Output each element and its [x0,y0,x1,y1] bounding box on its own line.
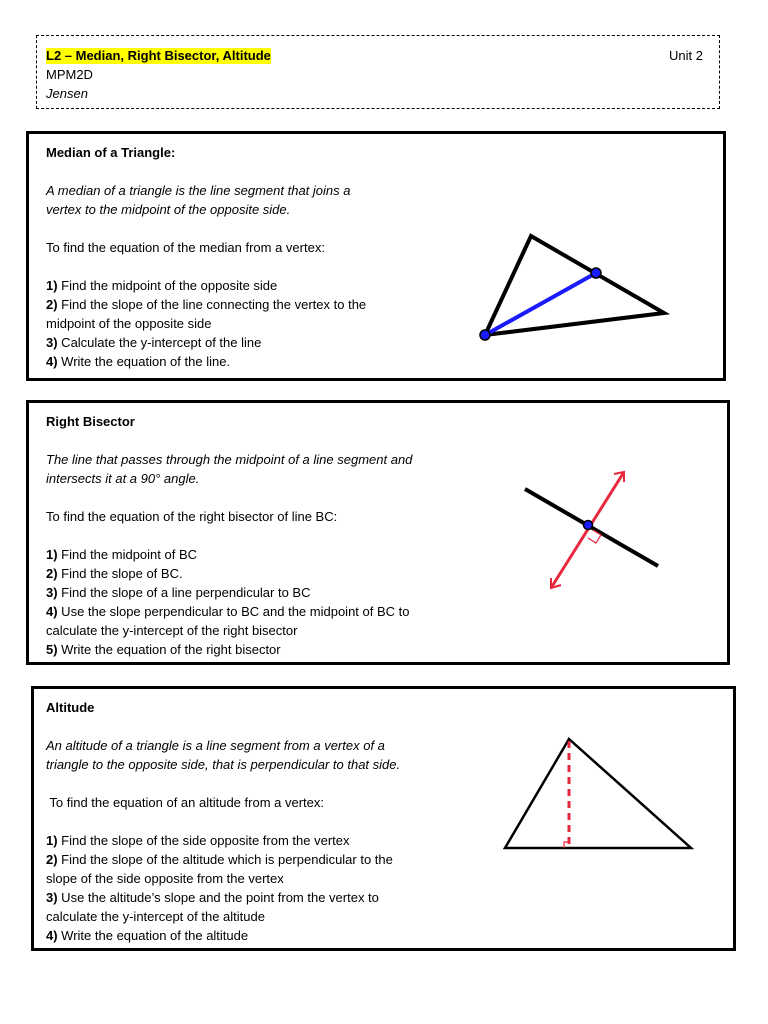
step-text: Find the slope of BC. [57,566,183,581]
bisector-step [46,545,412,564]
step-text: Find the slope of the line connecting the vertex to the [57,297,367,312]
step-text: midpoint of the opposite side [46,316,212,331]
altitude-definition-line: triangle to the opposite side, that is perpendicular to that side. [46,757,401,772]
median-step [46,333,366,352]
bisector-definition-line: intersects it at a 90° angle. [46,471,200,486]
step-number: 2) [46,852,58,867]
step-number: 4) [46,928,58,943]
step-text: Use the slope perpendicular to BC and the midpoint of BC to [57,604,410,619]
step-text: Find the midpoint of BC [57,547,198,562]
median-step [46,276,366,295]
step-number: 1) [46,833,58,848]
step-number: 3) [46,890,58,905]
step-text: Find the slope of a line perpendicular to BC [57,585,311,600]
step-text: Use the altitude’s slope and the point from the vertex to [57,890,379,905]
bisector-intro: To find the equation of the right bisector of line BC: [46,509,338,524]
median-step [46,295,366,314]
step-text: slope of the side opposite from the vertex [46,871,284,886]
step-number: 3) [46,335,58,350]
median-section [26,131,726,381]
step-number: 2) [46,297,58,312]
lesson-title: L2 – Median, Right Bisector, Altitude [46,48,271,63]
bisector-definition-line: The line that passes through the midpoint of a line segment and [46,452,413,467]
step-text: calculate the y-intercept of the right bisector [46,623,298,638]
bisector-step [46,640,412,659]
step-number: 3) [46,585,58,600]
step-number: 2) [46,566,58,581]
altitude-definition-line: An altitude of a triangle is a line segment from a vertex of a [46,738,385,753]
step-text: Find the slope of the altitude which is perpendicular to the [57,852,393,867]
step-text: Write the equation of the line. [57,354,231,369]
step-number: 1) [46,278,58,293]
bisector-step [46,602,412,621]
step-number: 4) [46,354,58,369]
course-code: MPM2D [46,67,93,82]
bisector-section [26,400,730,665]
bisector-step [46,564,412,583]
altitude-title: Altitude [46,700,95,715]
bisector-step [46,583,412,602]
step-text: Find the slope of the side opposite from the vertex [57,833,350,848]
unit-label: Unit 2 [669,48,703,63]
step-text: calculate the y-intercept of the altitude [46,909,265,924]
median-step [46,314,366,333]
altitude-section [31,686,736,951]
median-step [46,352,366,371]
step-text: Calculate the y-intercept of the line [57,335,262,350]
bisector-title: Right Bisector [46,414,135,429]
step-text: Find the midpoint of the opposite side [57,278,278,293]
step-number: 4) [46,604,58,619]
altitude-step [46,831,400,850]
step-text: Write the equation of the right bisector [57,642,281,657]
median-definition-line: vertex to the midpoint of the opposite side. [46,202,291,217]
altitude-step [46,907,400,926]
altitude-step [46,926,400,945]
step-number: 5) [46,642,58,657]
altitude-step [46,888,400,907]
step-text: Write the equation of the altitude [57,928,249,943]
median-intro: To find the equation of the median from a vertex: [46,240,325,255]
altitude-step [46,850,400,869]
altitude-step [46,869,400,888]
altitude-intro: To find the equation of an altitude from a vertex: [46,795,324,810]
median-definition-line: A median of a triangle is the line segment that joins a [46,183,351,198]
median-title: Median of a Triangle: [46,145,176,160]
step-number: 1) [46,547,58,562]
bisector-step [46,621,412,640]
document-header [36,35,720,109]
author-name: Jensen [46,86,88,101]
